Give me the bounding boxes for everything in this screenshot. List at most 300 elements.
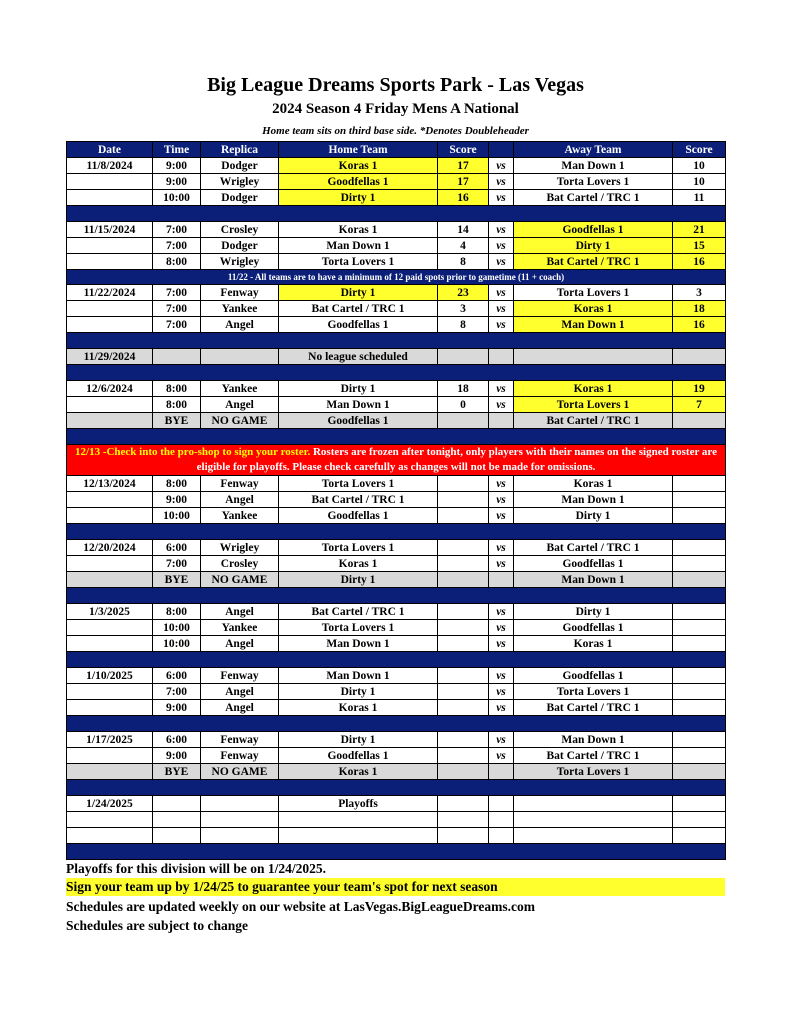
- away-team-cell: Bat Cartel / TRC 1: [514, 540, 673, 556]
- replica-cell: Angel: [201, 317, 279, 333]
- home-score-cell: 17: [438, 174, 489, 190]
- replica-cell: Angel: [201, 397, 279, 413]
- date-cell: [67, 764, 153, 780]
- replica-cell: Dodger: [201, 158, 279, 174]
- time-cell: 9:00: [153, 174, 201, 190]
- away-team-cell: Dirty 1: [514, 238, 673, 254]
- away-team-cell: Man Down 1: [514, 732, 673, 748]
- replica-cell: Dodger: [201, 238, 279, 254]
- away-team-cell: Torta Lovers 1: [514, 397, 673, 413]
- date-cell: [67, 684, 153, 700]
- home-team-cell: Koras 1: [279, 700, 438, 716]
- game-row: [67, 636, 726, 652]
- home-team-cell: Bat Cartel / TRC 1: [279, 301, 438, 317]
- replica-cell: Wrigley: [201, 540, 279, 556]
- home-score-cell: [438, 413, 489, 429]
- away-score-cell: [673, 508, 726, 524]
- time-cell: 7:00: [153, 222, 201, 238]
- date-cell: 11/22/2024: [67, 285, 153, 301]
- date-cell: [67, 748, 153, 764]
- time-cell: BYE: [153, 572, 201, 588]
- away-team-cell: Goodfellas 1: [514, 222, 673, 238]
- away-team-cell: [514, 796, 673, 812]
- separator-row: [67, 780, 726, 796]
- footer-website-note: Schedules are updated weekly on our website at LasVegas.BigLeagueDreams.com: [66, 899, 536, 914]
- away-score-cell: 18: [673, 301, 726, 317]
- time-cell: 7:00: [153, 317, 201, 333]
- date-cell: [67, 508, 153, 524]
- home-team-cell: Goodfellas 1: [279, 317, 438, 333]
- away-score-cell: [673, 413, 726, 429]
- game-row: [67, 476, 726, 492]
- home-team-cell: Torta Lovers 1: [279, 540, 438, 556]
- vs-cell: vs: [489, 556, 514, 572]
- replica-cell: [201, 828, 279, 844]
- away-team-cell: [514, 812, 673, 828]
- vs-cell: vs: [489, 604, 514, 620]
- vs-cell: vs: [489, 317, 514, 333]
- home-score-cell: [438, 620, 489, 636]
- replica-cell: NO GAME: [201, 413, 279, 429]
- roster-alert-row: [67, 445, 726, 476]
- home-score-cell: 16: [438, 190, 489, 206]
- game-row: [67, 492, 726, 508]
- replica-cell: Yankee: [201, 301, 279, 317]
- away-team-cell: [514, 349, 673, 365]
- vs-cell: vs: [489, 397, 514, 413]
- game-row: [67, 381, 726, 397]
- away-score-cell: 11: [673, 190, 726, 206]
- col-header-time: Time: [153, 142, 201, 158]
- home-team-cell: Bat Cartel / TRC 1: [279, 492, 438, 508]
- time-cell: 8:00: [153, 381, 201, 397]
- game-row: [67, 732, 726, 748]
- away-score-cell: [673, 668, 726, 684]
- separator-cell: [67, 206, 726, 222]
- footer-playoffs-note: Playoffs for this division will be on 1/24/2025.: [66, 861, 327, 876]
- time-cell: 7:00: [153, 301, 201, 317]
- home-score-cell: 17: [438, 158, 489, 174]
- home-team-cell: Man Down 1: [279, 636, 438, 652]
- game-row: [67, 397, 726, 413]
- vs-cell: vs: [489, 540, 514, 556]
- date-cell: [67, 413, 153, 429]
- separator-cell: [67, 333, 726, 349]
- col-header-vs: [489, 142, 514, 158]
- home-team-cell: Dirty 1: [279, 572, 438, 588]
- roster-alert-lead: 12/13 -Check into the pro-shop to sign your roster.: [75, 446, 311, 458]
- game-row: [67, 684, 726, 700]
- game-row: [67, 668, 726, 684]
- separator-cell: [67, 844, 726, 860]
- game-row: [67, 812, 726, 828]
- replica-cell: [201, 812, 279, 828]
- home-team-cell: Torta Lovers 1: [279, 476, 438, 492]
- date-cell: [67, 317, 153, 333]
- away-score-cell: 7: [673, 397, 726, 413]
- away-team-cell: Torta Lovers 1: [514, 764, 673, 780]
- away-score-cell: 15: [673, 238, 726, 254]
- home-team-cell: [279, 828, 438, 844]
- time-cell: 7:00: [153, 556, 201, 572]
- away-score-cell: [673, 572, 726, 588]
- game-row: [67, 349, 726, 365]
- home-team-cell: Goodfellas 1: [279, 413, 438, 429]
- replica-cell: Dodger: [201, 190, 279, 206]
- away-score-cell: 16: [673, 254, 726, 270]
- home-score-cell: 23: [438, 285, 489, 301]
- footer-signup-note: Sign your team up by 1/24/25 to guarantee your team's spot for next season: [66, 878, 725, 896]
- vs-cell: vs: [489, 174, 514, 190]
- time-cell: 8:00: [153, 604, 201, 620]
- separator-cell: [67, 524, 726, 540]
- game-row: [67, 190, 726, 206]
- home-team-cell: Dirty 1: [279, 684, 438, 700]
- away-score-cell: [673, 732, 726, 748]
- away-score-cell: [673, 476, 726, 492]
- time-cell: 6:00: [153, 668, 201, 684]
- game-row: [67, 254, 726, 270]
- time-cell: 6:00: [153, 732, 201, 748]
- time-cell: 7:00: [153, 238, 201, 254]
- away-team-cell: Man Down 1: [514, 158, 673, 174]
- vs-cell: vs: [489, 732, 514, 748]
- home-team-cell: Bat Cartel / TRC 1: [279, 604, 438, 620]
- home-team-cell: Man Down 1: [279, 238, 438, 254]
- away-team-cell: Koras 1: [514, 636, 673, 652]
- vs-cell: vs: [489, 748, 514, 764]
- home-score-cell: [438, 796, 489, 812]
- away-score-cell: [673, 812, 726, 828]
- vs-cell: vs: [489, 700, 514, 716]
- notice-row: [67, 270, 726, 285]
- home-team-cell: Torta Lovers 1: [279, 254, 438, 270]
- vs-cell: vs: [489, 190, 514, 206]
- date-cell: [67, 812, 153, 828]
- vs-cell: vs: [489, 620, 514, 636]
- game-row: [67, 301, 726, 317]
- roster-alert-text: Rosters are frozen after tonight, only players with their names on the signed roster are eligible for playoffs. Please check carefully as changes will not be made for omissions.: [196, 446, 717, 473]
- game-row: [67, 222, 726, 238]
- page-subtitle: 2024 Season 4 Friday Mens A National: [272, 101, 519, 117]
- time-cell: 10:00: [153, 636, 201, 652]
- page-title: Big League Dreams Sports Park - Las Vegas: [207, 74, 584, 96]
- home-score-cell: [438, 636, 489, 652]
- vs-cell: vs: [489, 381, 514, 397]
- col-header-away-score: Score: [673, 142, 726, 158]
- away-score-cell: [673, 620, 726, 636]
- away-score-cell: [673, 540, 726, 556]
- replica-cell: [201, 796, 279, 812]
- replica-cell: Wrigley: [201, 174, 279, 190]
- separator-row: [67, 333, 726, 349]
- home-team-cell: Goodfellas 1: [279, 748, 438, 764]
- replica-cell: Yankee: [201, 381, 279, 397]
- time-cell: 7:00: [153, 684, 201, 700]
- time-cell: 8:00: [153, 254, 201, 270]
- away-score-cell: [673, 796, 726, 812]
- home-team-cell: Koras 1: [279, 764, 438, 780]
- replica-cell: Fenway: [201, 285, 279, 301]
- separator-row: [67, 206, 726, 222]
- home-team-cell: Torta Lovers 1: [279, 620, 438, 636]
- game-row: [67, 556, 726, 572]
- time-cell: 10:00: [153, 620, 201, 636]
- game-row: [67, 413, 726, 429]
- home-score-cell: 8: [438, 254, 489, 270]
- date-cell: [67, 301, 153, 317]
- date-cell: [67, 238, 153, 254]
- date-cell: 11/8/2024: [67, 158, 153, 174]
- away-team-cell: Torta Lovers 1: [514, 684, 673, 700]
- home-score-cell: 14: [438, 222, 489, 238]
- replica-cell: [201, 349, 279, 365]
- replica-cell: Angel: [201, 684, 279, 700]
- away-score-cell: [673, 349, 726, 365]
- home-score-cell: [438, 572, 489, 588]
- home-team-cell: [279, 812, 438, 828]
- away-team-cell: [514, 828, 673, 844]
- away-team-cell: Goodfellas 1: [514, 668, 673, 684]
- replica-cell: NO GAME: [201, 764, 279, 780]
- away-team-cell: Dirty 1: [514, 508, 673, 524]
- time-cell: BYE: [153, 413, 201, 429]
- game-row: [67, 748, 726, 764]
- home-team-cell: Playoffs: [279, 796, 438, 812]
- vs-cell: vs: [489, 254, 514, 270]
- separator-row: [67, 716, 726, 732]
- time-cell: 9:00: [153, 700, 201, 716]
- time-cell: 6:00: [153, 540, 201, 556]
- home-score-cell: [438, 556, 489, 572]
- away-score-cell: [673, 828, 726, 844]
- replica-cell: Crosley: [201, 222, 279, 238]
- time-cell: BYE: [153, 764, 201, 780]
- away-score-cell: 3: [673, 285, 726, 301]
- away-team-cell: Koras 1: [514, 301, 673, 317]
- away-score-cell: 21: [673, 222, 726, 238]
- date-cell: 11/29/2024: [67, 349, 153, 365]
- away-team-cell: Bat Cartel / TRC 1: [514, 700, 673, 716]
- away-score-cell: 10: [673, 174, 726, 190]
- date-cell: 1/24/2025: [67, 796, 153, 812]
- date-cell: 1/17/2025: [67, 732, 153, 748]
- home-score-cell: [438, 349, 489, 365]
- roster-alert-cell: [67, 445, 726, 476]
- date-cell: 1/3/2025: [67, 604, 153, 620]
- time-cell: 8:00: [153, 476, 201, 492]
- home-score-cell: 0: [438, 397, 489, 413]
- table-header-row: [67, 142, 726, 158]
- away-score-cell: [673, 556, 726, 572]
- home-score-cell: 4: [438, 238, 489, 254]
- date-cell: [67, 620, 153, 636]
- home-team-cell: Dirty 1: [279, 285, 438, 301]
- home-score-cell: 3: [438, 301, 489, 317]
- game-row: [67, 700, 726, 716]
- replica-cell: Crosley: [201, 556, 279, 572]
- date-cell: [67, 492, 153, 508]
- away-team-cell: Bat Cartel / TRC 1: [514, 190, 673, 206]
- away-team-cell: Bat Cartel / TRC 1: [514, 748, 673, 764]
- separator-row: [67, 429, 726, 445]
- col-header-replica: Replica: [201, 142, 279, 158]
- separator-cell: [67, 365, 726, 381]
- vs-cell: [489, 796, 514, 812]
- date-cell: [67, 174, 153, 190]
- game-row: [67, 174, 726, 190]
- date-cell: 12/6/2024: [67, 381, 153, 397]
- replica-cell: Fenway: [201, 748, 279, 764]
- game-row: [67, 540, 726, 556]
- date-cell: [67, 636, 153, 652]
- home-team-cell: No league scheduled: [279, 349, 438, 365]
- vs-cell: [489, 828, 514, 844]
- home-team-cell: Dirty 1: [279, 190, 438, 206]
- home-score-cell: 8: [438, 317, 489, 333]
- vs-cell: [489, 572, 514, 588]
- col-header-home-score: Score: [438, 142, 489, 158]
- home-score-cell: [438, 748, 489, 764]
- home-team-note: Home team sits on third base side. *Denotes Doubleheader: [262, 125, 529, 137]
- away-score-cell: [673, 748, 726, 764]
- away-team-cell: Koras 1: [514, 381, 673, 397]
- away-team-cell: Goodfellas 1: [514, 620, 673, 636]
- home-score-cell: [438, 812, 489, 828]
- home-team-cell: Man Down 1: [279, 397, 438, 413]
- away-team-cell: Man Down 1: [514, 492, 673, 508]
- home-score-cell: [438, 492, 489, 508]
- replica-cell: Fenway: [201, 668, 279, 684]
- col-header-away-team: Away Team: [514, 142, 673, 158]
- replica-cell: Angel: [201, 700, 279, 716]
- vs-cell: [489, 349, 514, 365]
- date-cell: [67, 556, 153, 572]
- home-team-cell: Goodfellas 1: [279, 174, 438, 190]
- time-cell: 9:00: [153, 158, 201, 174]
- date-cell: 1/10/2025: [67, 668, 153, 684]
- time-cell: [153, 828, 201, 844]
- home-team-cell: Koras 1: [279, 556, 438, 572]
- away-score-cell: [673, 684, 726, 700]
- vs-cell: vs: [489, 222, 514, 238]
- home-score-cell: [438, 604, 489, 620]
- date-cell: [67, 254, 153, 270]
- separator-row: [67, 524, 726, 540]
- game-row: [67, 572, 726, 588]
- separator-cell: [67, 429, 726, 445]
- vs-cell: vs: [489, 301, 514, 317]
- vs-cell: vs: [489, 492, 514, 508]
- date-cell: [67, 572, 153, 588]
- date-cell: 12/13/2024: [67, 476, 153, 492]
- time-cell: 10:00: [153, 190, 201, 206]
- game-row: [67, 796, 726, 812]
- separator-row: [67, 844, 726, 860]
- replica-cell: Angel: [201, 636, 279, 652]
- home-score-cell: [438, 764, 489, 780]
- date-cell: 11/15/2024: [67, 222, 153, 238]
- home-score-cell: 18: [438, 381, 489, 397]
- date-cell: [67, 190, 153, 206]
- time-cell: 9:00: [153, 492, 201, 508]
- home-score-cell: [438, 684, 489, 700]
- away-score-cell: [673, 700, 726, 716]
- vs-cell: [489, 764, 514, 780]
- separator-cell: [67, 652, 726, 668]
- replica-cell: Fenway: [201, 476, 279, 492]
- away-team-cell: Goodfellas 1: [514, 556, 673, 572]
- home-score-cell: [438, 828, 489, 844]
- vs-cell: [489, 413, 514, 429]
- home-score-cell: [438, 732, 489, 748]
- home-team-cell: Goodfellas 1: [279, 508, 438, 524]
- date-cell: [67, 397, 153, 413]
- home-score-cell: [438, 700, 489, 716]
- away-score-cell: 10: [673, 158, 726, 174]
- separator-cell: [67, 588, 726, 604]
- game-row: [67, 620, 726, 636]
- game-row: [67, 238, 726, 254]
- away-team-cell: Bat Cartel / TRC 1: [514, 254, 673, 270]
- vs-cell: vs: [489, 684, 514, 700]
- date-cell: 12/20/2024: [67, 540, 153, 556]
- separator-row: [67, 588, 726, 604]
- time-cell: [153, 796, 201, 812]
- time-cell: [153, 812, 201, 828]
- separator-row: [67, 365, 726, 381]
- away-score-cell: 16: [673, 317, 726, 333]
- game-row: [67, 508, 726, 524]
- date-cell: [67, 700, 153, 716]
- away-score-cell: [673, 636, 726, 652]
- away-team-cell: Bat Cartel / TRC 1: [514, 413, 673, 429]
- away-score-cell: 19: [673, 381, 726, 397]
- away-score-cell: [673, 764, 726, 780]
- away-team-cell: Dirty 1: [514, 604, 673, 620]
- game-row: [67, 317, 726, 333]
- home-team-cell: Koras 1: [279, 158, 438, 174]
- footer-change-note: Schedules are subject to change: [66, 918, 248, 933]
- home-score-cell: [438, 508, 489, 524]
- vs-cell: vs: [489, 508, 514, 524]
- vs-cell: vs: [489, 668, 514, 684]
- home-team-cell: Man Down 1: [279, 668, 438, 684]
- vs-cell: vs: [489, 285, 514, 301]
- game-row: [67, 764, 726, 780]
- game-row: [67, 828, 726, 844]
- home-team-cell: Koras 1: [279, 222, 438, 238]
- col-header-date: Date: [67, 142, 153, 158]
- schedule-body: [67, 158, 726, 860]
- time-cell: [153, 349, 201, 365]
- home-score-cell: [438, 540, 489, 556]
- time-cell: 9:00: [153, 748, 201, 764]
- notice-cell: 11/22 - All teams are to have a minimum of 12 paid spots prior to gametime (11 + coach): [67, 270, 726, 285]
- vs-cell: vs: [489, 636, 514, 652]
- replica-cell: Yankee: [201, 508, 279, 524]
- replica-cell: Angel: [201, 492, 279, 508]
- game-row: [67, 285, 726, 301]
- replica-cell: Fenway: [201, 732, 279, 748]
- time-cell: 7:00: [153, 285, 201, 301]
- vs-cell: vs: [489, 238, 514, 254]
- time-cell: 10:00: [153, 508, 201, 524]
- away-team-cell: Man Down 1: [514, 317, 673, 333]
- away-team-cell: Man Down 1: [514, 572, 673, 588]
- date-cell: [67, 828, 153, 844]
- col-header-home-team: Home Team: [279, 142, 438, 158]
